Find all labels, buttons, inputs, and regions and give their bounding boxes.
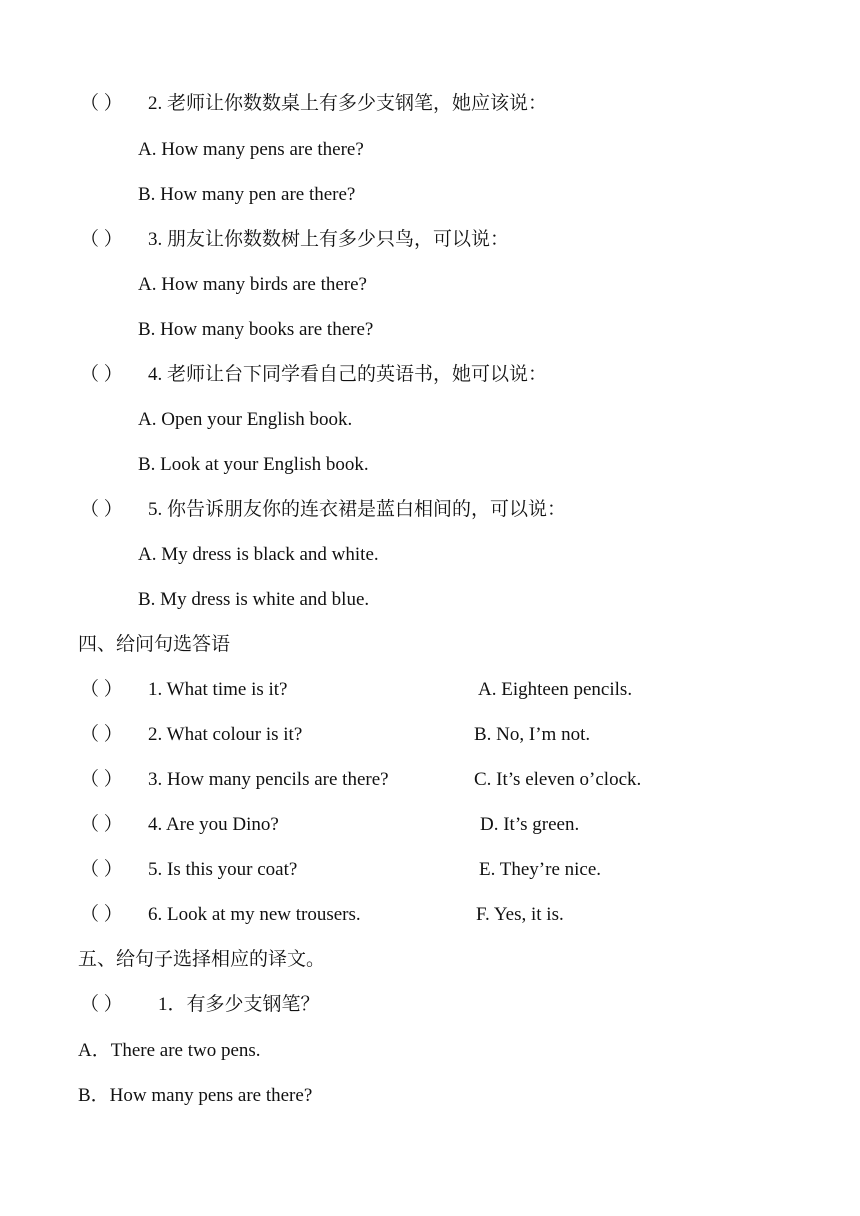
match-question: 2. What colour is it?: [148, 724, 303, 745]
question-text: 5. 你告诉朋友你的连衣裙是蓝白相间的，可以说：: [148, 499, 567, 520]
answer-blank[interactable]: （ ）: [80, 679, 123, 700]
answer-blank[interactable]: （ ）: [80, 769, 123, 790]
answer-blank[interactable]: （ ）: [80, 229, 123, 250]
question-text: 4. 老师让台下同学看自己的英语书，她可以说：: [148, 364, 548, 385]
answer-blank[interactable]: （ ）: [80, 859, 123, 880]
option-a-text: A. My dress is black and white.: [138, 544, 379, 565]
question-text: 1．有多少支钢笔？: [158, 994, 320, 1015]
answer-blank[interactable]: （ ）: [80, 994, 123, 1015]
answer-blank[interactable]: （ ）: [80, 93, 123, 114]
match-answer: C. It’s eleven o’clock.: [474, 769, 642, 790]
option-a-text: A．There are two pens.: [78, 1040, 261, 1061]
answer-blank[interactable]: （ ）: [80, 499, 123, 520]
match-answer: D. It’s green.: [480, 814, 580, 835]
section5-heading: 五、给句子选择相应的译文。: [78, 949, 326, 970]
match-question: 4. Are you Dino?: [148, 814, 279, 835]
match-question: 1. What time is it?: [148, 679, 288, 700]
option-b-text: B．How many pens are there?: [78, 1085, 313, 1106]
match-answer: A. Eighteen pencils.: [478, 679, 633, 700]
option-a-text: A. How many birds are there?: [138, 274, 367, 295]
option-a-text: A. Open your English book.: [138, 409, 353, 430]
match-answer: F. Yes, it is.: [476, 904, 564, 925]
answer-blank[interactable]: （ ）: [80, 904, 123, 925]
answer-blank[interactable]: （ ）: [80, 724, 123, 745]
answer-blank[interactable]: （ ）: [80, 364, 123, 385]
answer-blank[interactable]: （ ）: [80, 814, 123, 835]
question-text: 2. 老师让你数数桌上有多少支钢笔，她应该说：: [148, 93, 548, 114]
option-b-text: B. How many books are there?: [138, 319, 374, 340]
match-answer: B. No, I’m not.: [474, 724, 591, 745]
option-a-text: A. How many pens are there?: [138, 139, 364, 160]
match-question: 3. How many pencils are there?: [148, 769, 389, 790]
option-b-text: B. Look at your English book.: [138, 454, 369, 475]
match-answer: E. They’re nice.: [479, 859, 602, 880]
question-text: 3. 朋友让你数数树上有多少只鸟，可以说：: [148, 229, 510, 250]
match-question: 5. Is this your coat?: [148, 859, 298, 880]
section4-heading: 四、给问句选答语: [78, 634, 231, 655]
option-b-text: B. How many pen are there?: [138, 184, 356, 205]
match-question: 6. Look at my new trousers.: [148, 904, 361, 925]
option-b-text: B. My dress is white and blue.: [138, 589, 370, 610]
